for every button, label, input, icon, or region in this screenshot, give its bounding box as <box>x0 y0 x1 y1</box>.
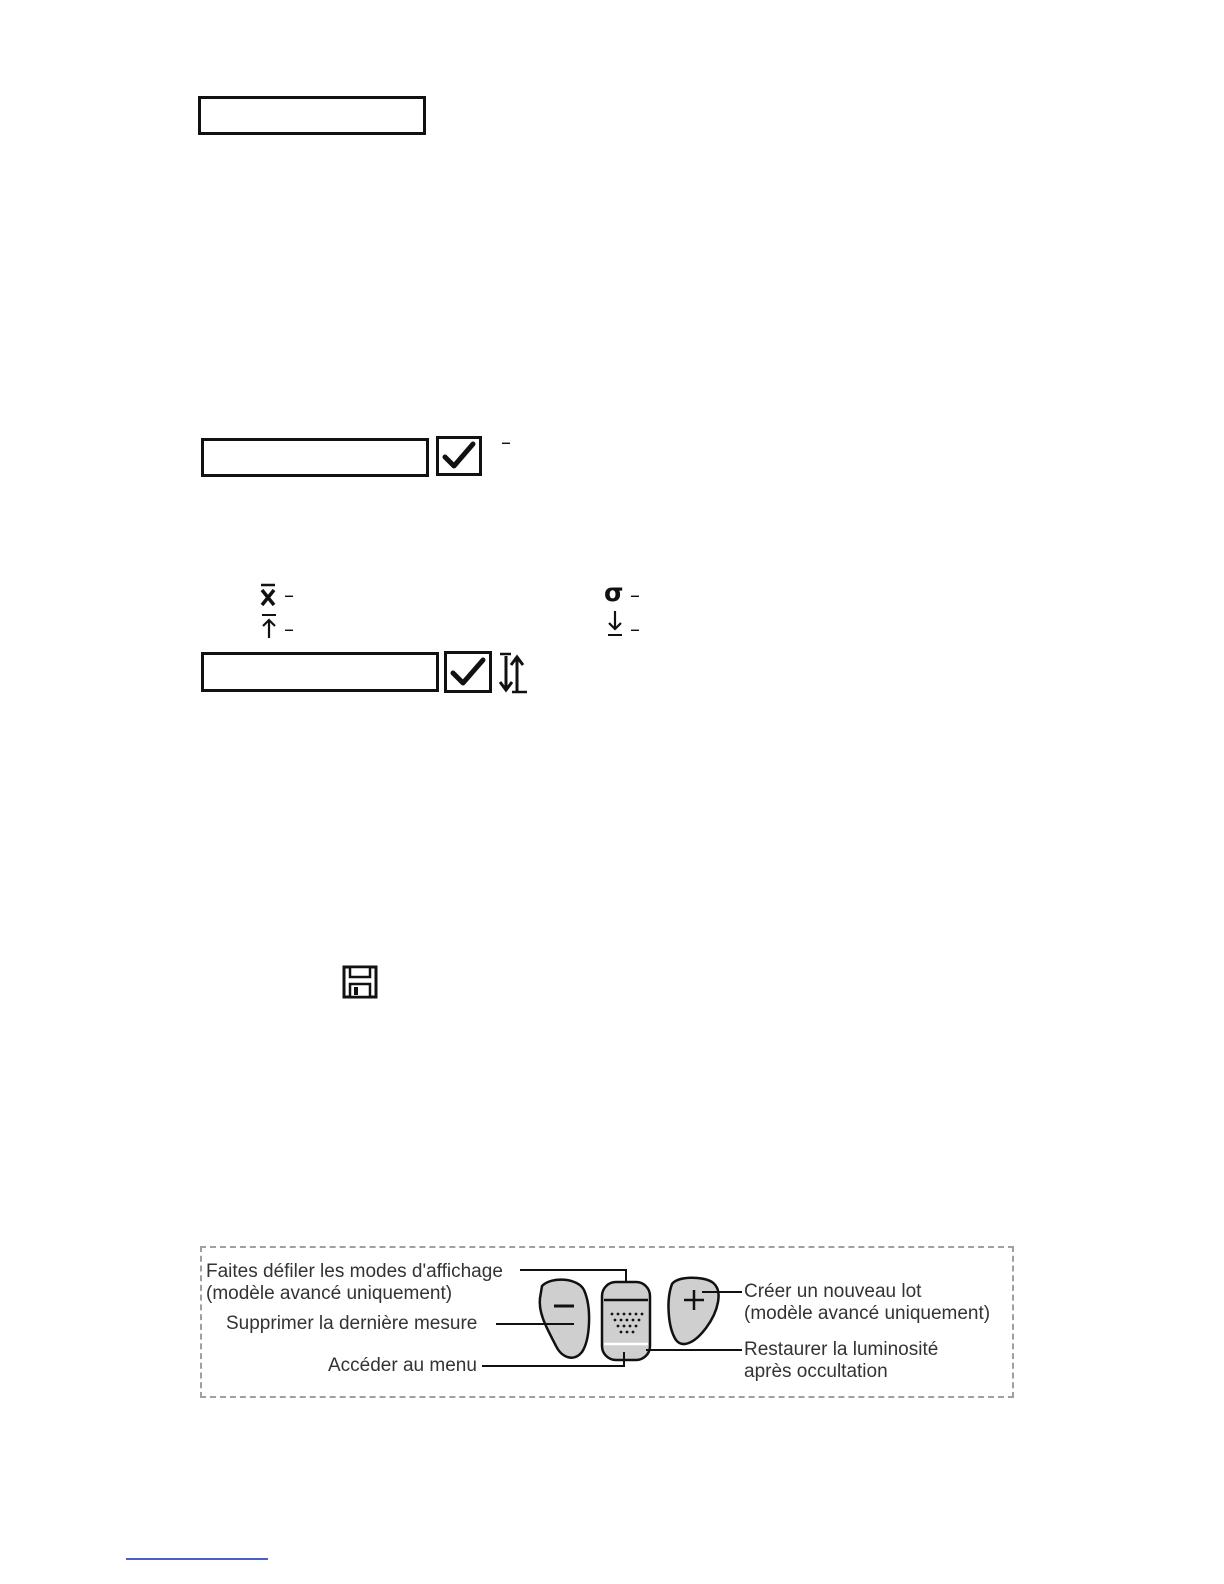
label-restore-brightness: Restaurer la luminosité <box>744 1339 939 1360</box>
display-box-2 <box>201 438 429 477</box>
check-dash: – <box>501 430 511 454</box>
mean-dash: – <box>284 583 294 607</box>
footer-link-underline <box>126 1558 268 1560</box>
label-restore-brightness-note: après occultation <box>744 1361 888 1382</box>
sigma-icon: σ <box>604 578 624 607</box>
min-arrow-down-icon <box>605 610 625 638</box>
floppy-disk-icon <box>342 965 378 999</box>
mean-x-bar-icon <box>258 583 278 607</box>
checkmark-icon <box>444 651 492 693</box>
min-dash: – <box>630 617 640 641</box>
sort-arrows-icon <box>497 652 529 694</box>
label-scroll-modes: Faites défiler les modes d'affichage <box>206 1261 503 1282</box>
label-delete-last: Supprimer la dernière mesure <box>226 1313 478 1334</box>
display-box-1 <box>198 96 426 135</box>
label-access-menu: Accéder au menu <box>328 1355 477 1376</box>
max-dash: – <box>284 617 294 641</box>
menu-button-shape <box>602 1282 650 1360</box>
label-scroll-modes-note: (modèle avancé uniquement) <box>206 1283 453 1304</box>
max-arrow-up-icon <box>259 613 279 639</box>
display-box-3 <box>201 652 439 692</box>
sigma-dash: – <box>630 583 640 607</box>
label-new-batch-note: (modèle avancé uniquement) <box>744 1303 991 1324</box>
label-new-batch: Créer un nouveau lot <box>744 1281 922 1302</box>
minus-button-shape <box>540 1280 589 1358</box>
checkmark-icon <box>436 436 482 476</box>
plus-button-shape <box>669 1278 719 1344</box>
keypad-diagram <box>200 1246 1014 1398</box>
